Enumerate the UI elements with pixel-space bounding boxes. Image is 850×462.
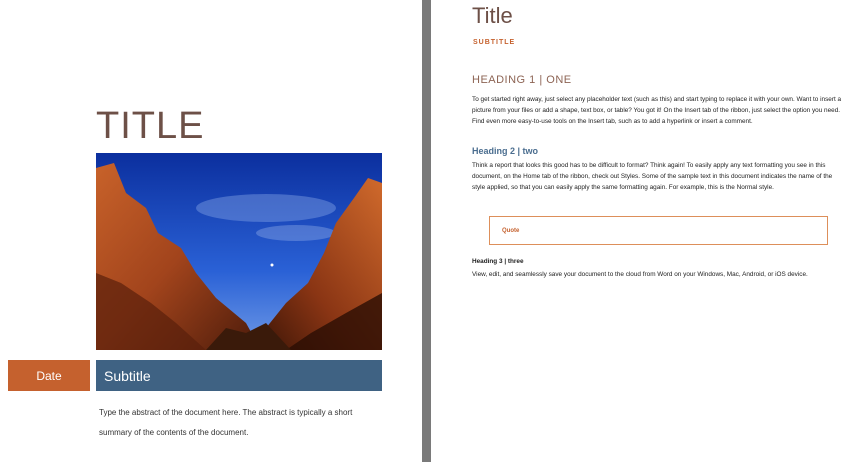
- abstract-text[interactable]: Type the abstract of the document here. The abstract is typically a short summary of the contents of the document.: [99, 408, 353, 437]
- document-title[interactable]: Title: [472, 3, 513, 28]
- cover-image[interactable]: [96, 153, 382, 350]
- paragraph-3[interactable]: View, edit, and seamlessly save your document to the cloud from Word on your Windows, Mac, Android, or iOS device.: [472, 271, 808, 278]
- subtitle-field[interactable]: Subtitle: [96, 360, 382, 391]
- cover-page: [0, 0, 422, 462]
- cover-title[interactable]: TITLE: [96, 105, 205, 147]
- heading-3[interactable]: Heading 3 | three: [472, 258, 524, 265]
- paragraph-1[interactable]: To get started right away, just select any placeholder text (such as this) and start typing to replace it with your own. Want to insert a picture from your files or add a shape, text box, or table? You got it! On the Insert tab of the ribbon, just select the option you need. Find even more easy-to-use tools on the Insert tab, such as to add a hyperlink or insert a comment.: [472, 96, 842, 125]
- heading-2[interactable]: Heading 2 | two: [472, 146, 539, 156]
- paragraph-2[interactable]: Think a report that looks this good has to be difficult to format? Think again! To easily apply any text formatting you see in this document, on the Home tab of the ribbon, check out Styles. Some of the sample text in this document indicates the name of the style applied, so that you can easily apply the same formatting again. For example, this is the Normal style.: [472, 162, 833, 191]
- quote-text: Quote: [502, 227, 520, 234]
- body-page: [431, 0, 850, 462]
- quote-box[interactable]: [489, 216, 828, 245]
- canyon-photo: [96, 153, 382, 350]
- heading-1[interactable]: HEADING 1 | ONE: [472, 74, 572, 86]
- page-gutter: [422, 0, 431, 462]
- document-subtitle[interactable]: SUBTITLE: [473, 39, 516, 46]
- date-field[interactable]: Date: [8, 360, 90, 391]
